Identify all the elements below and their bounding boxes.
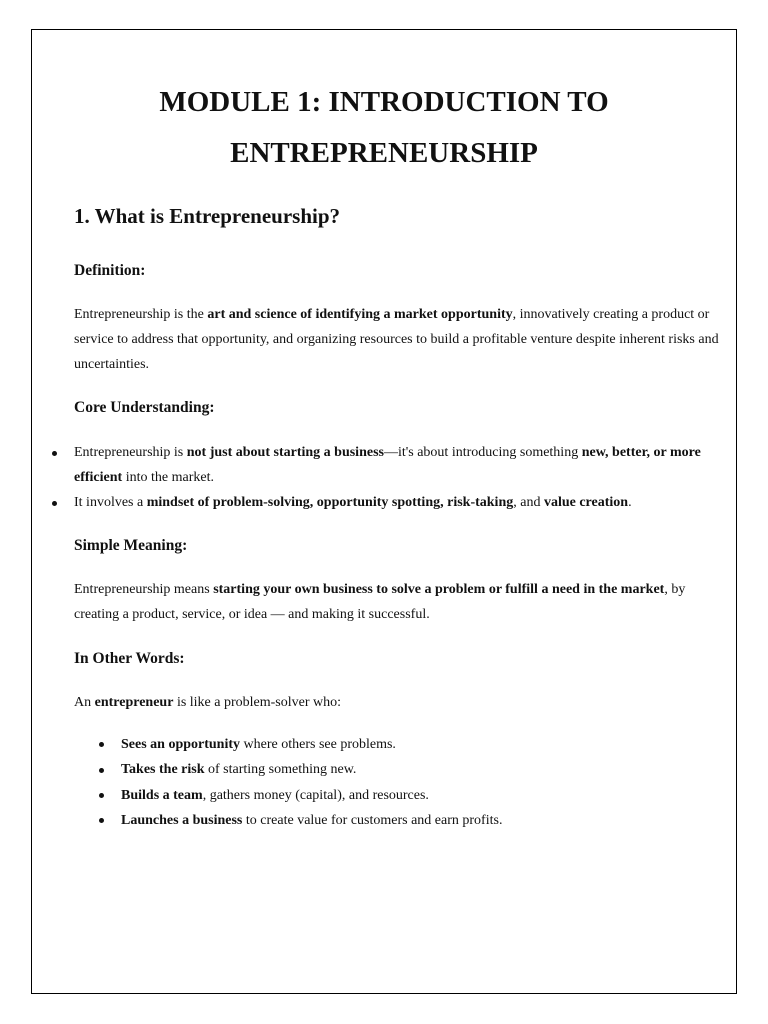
bullet-dot	[99, 768, 104, 773]
other-list-item: Sees an opportunity where others see problems.	[121, 737, 396, 752]
core-understanding-heading: Core Understanding:	[74, 399, 215, 416]
in-other-words-heading: In Other Words:	[74, 650, 185, 667]
other-list-item: Takes the risk of starting something new.	[121, 762, 357, 777]
simple-meaning-heading: Simple Meaning:	[74, 537, 188, 554]
other-list-item: Builds a team, gathers money (capital), and resources.	[121, 788, 429, 803]
module-title-line-1: MODULE 1: INTRODUCTION TO	[159, 86, 609, 118]
core-bullet-2: It involves a mindset of problem-solving, opportunity spotting, risk-taking, and value creation.	[74, 495, 632, 510]
other-list-item: Launches a business to create value for customers and earn profits.	[121, 813, 503, 828]
definition-heading: Definition:	[74, 262, 146, 279]
bullet-dot	[52, 451, 57, 456]
bullet-dot	[99, 818, 104, 823]
section-heading-what-is: 1. What is Entrepreneurship?	[74, 204, 341, 228]
bullet-dot	[52, 501, 57, 506]
definition-paragraph: Entrepreneurship is the art and science of identifying a market opportunity, innovatively creating a product or service to address that opportunity, and organizing resources to build a profitable venture despite inherent risks and uncertainties.	[74, 307, 719, 372]
bullet-dot	[99, 742, 104, 747]
bullet-dot	[99, 793, 104, 798]
simple-meaning-paragraph: Entrepreneurship means starting your own business to solve a problem or fulfill a need in the market, by creating a product, service, or idea — and making it successful.	[74, 582, 686, 622]
core-bullet-1: Entrepreneurship is not just about starting a business—it's about introducing something new, better, or more efficient into the market.	[74, 445, 701, 485]
entrepreneur-intro: An entrepreneur is like a problem-solver who:	[74, 695, 342, 710]
module-title-line-2: ENTREPRENEURSHIP	[230, 137, 538, 169]
